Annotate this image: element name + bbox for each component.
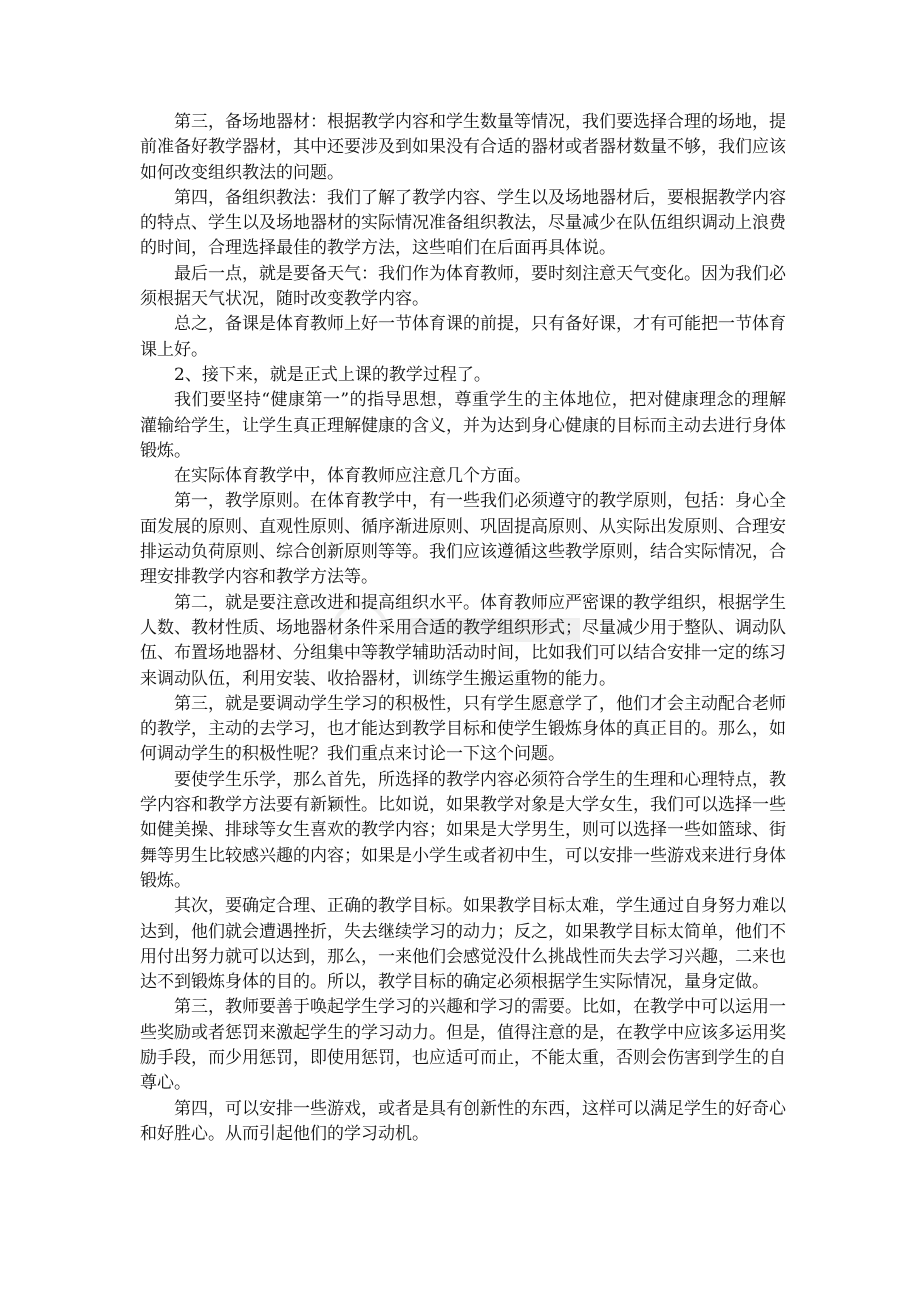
paragraph-8: 第一，教学原则。在体育教学中，有一些我们必须遵守的教学原则，包括：身心全面发展的原则、直观性原则、循序渐进原则、巩固提高原则、从实际出发原则、合理安排运动负荷原则、综合创新原则等等。我们应该遵循这些教学原则，结合实际情况，合理安排教学内容和教学方法等。 [140,491,786,588]
paragraph-11: 要使学生乐学，那么首先，所选择的教学内容必须符合学生的生理和心理特点，教学内容和教学方法要有新颖性。比如说，如果教学对象是大学女生，我们可以选择一些如健美操、排球等女生喜欢的教学内容；如果是大学男生，则可以选择一些如篮球、街舞等男生比较感兴趣的内容；如果是小学生或者初中生，可以安排一些游戏来进行身体锻炼。 [140,769,786,891]
paragraph-3: 最后一点，就是要备天气：我们作为体育教师，要时刻注意天气变化。因为我们必须根据天气状况，随时改变教学内容。 [140,263,786,310]
paragraph-1: 第三，备场地器材：根据教学内容和学生数量等情况，我们要选择合理的场地，提前准备好教学器材，其中还要涉及到如果没有合适的器材或者器材数量不够，我们应该如何改变组织教法的问题。 [140,112,786,183]
paragraph-9: 第二，就是要注意改进和提高组织水平。体育教师应严密课的教学组织，根据学生人数、教材性质、场地器材条件采用合适的教学组织形式；尽量减少用于整队、调动队伍、布置场地器材、分组集中等教学辅助活动时间，比如我们可以结合安排一定的练习来调动队伍，利用安装、收拾器材，训练学生搬运重物的能力。 [140,592,786,689]
paragraph-13: 第三，教师要善于唤起学生学习的兴趣和学习的需要。比如，在教学中可以运用一些奖励或者惩罚来激起学生的学习动力。但是，值得注意的是，在教学中应该多运用奖励手段，而少用惩罚，即使用惩罚，也应适可而止，不能太重，否则会伤害到学生的自尊心。 [140,997,786,1094]
paragraph-7: 在实际体育教学中，体育教师应注意几个方面。 [174,466,531,487]
document-body [140,110,786,1147]
paragraph-10: 第三，就是要调动学生学习的积极性，只有学生愿意学了，他们才会主动配合老师的教学，主动的去学习，也才能达到教学目标和使学生锻炼身体的真正目的。那么，如何调动学生的积极性呢？我们重点来讨论一下这个问题。 [140,693,786,765]
paragraph-2: 第四，备组织教法：我们了解了教学内容、学生以及场地器材后，要根据教学内容的特点、学生以及场地器材的实际情况准备组织教法，尽量减少在队伍组织调动上浪费的时间，合理选择最佳的教学方法，这些咱们在后面再具体说。 [140,187,786,259]
paragraph-4: 总之，备课是体育教师上好一节体育课的前提，只有备好课，才有可能把一节体育课上好。 [140,314,786,360]
paragraph-6: 我们要坚持“健康第一”的指导思想，尊重学生的主体地位，把对健康理念的理解灌输给学生，让学生真正理解健康的含义，并为达到身心健康的目标而主动去进行身体锻炼。 [140,390,786,461]
paragraph-12: 其次，要确定合理、正确的教学目标。如果教学目标太难，学生通过自身努力难以达到，他们就会遭遇挫折，失去继续学习的动力；反之，如果教学目标太简单，他们不用付出努力就可以达到，那么，一来他们会感觉没什么挑战性而失去学习兴趣，二来也达不到锻炼身体的目的。所以，教学目标的确定必须根据学生实际情况，量身定做。 [140,896,786,993]
paragraph-5: 2、接下来，就是正式上课的教学过程了。 [174,364,491,385]
paragraph-14: 第四，可以安排一些游戏，或者是具有创新性的东西，这样可以满足学生的好奇心和好胜心。从而引起他们的学习动机。 [140,1098,786,1144]
